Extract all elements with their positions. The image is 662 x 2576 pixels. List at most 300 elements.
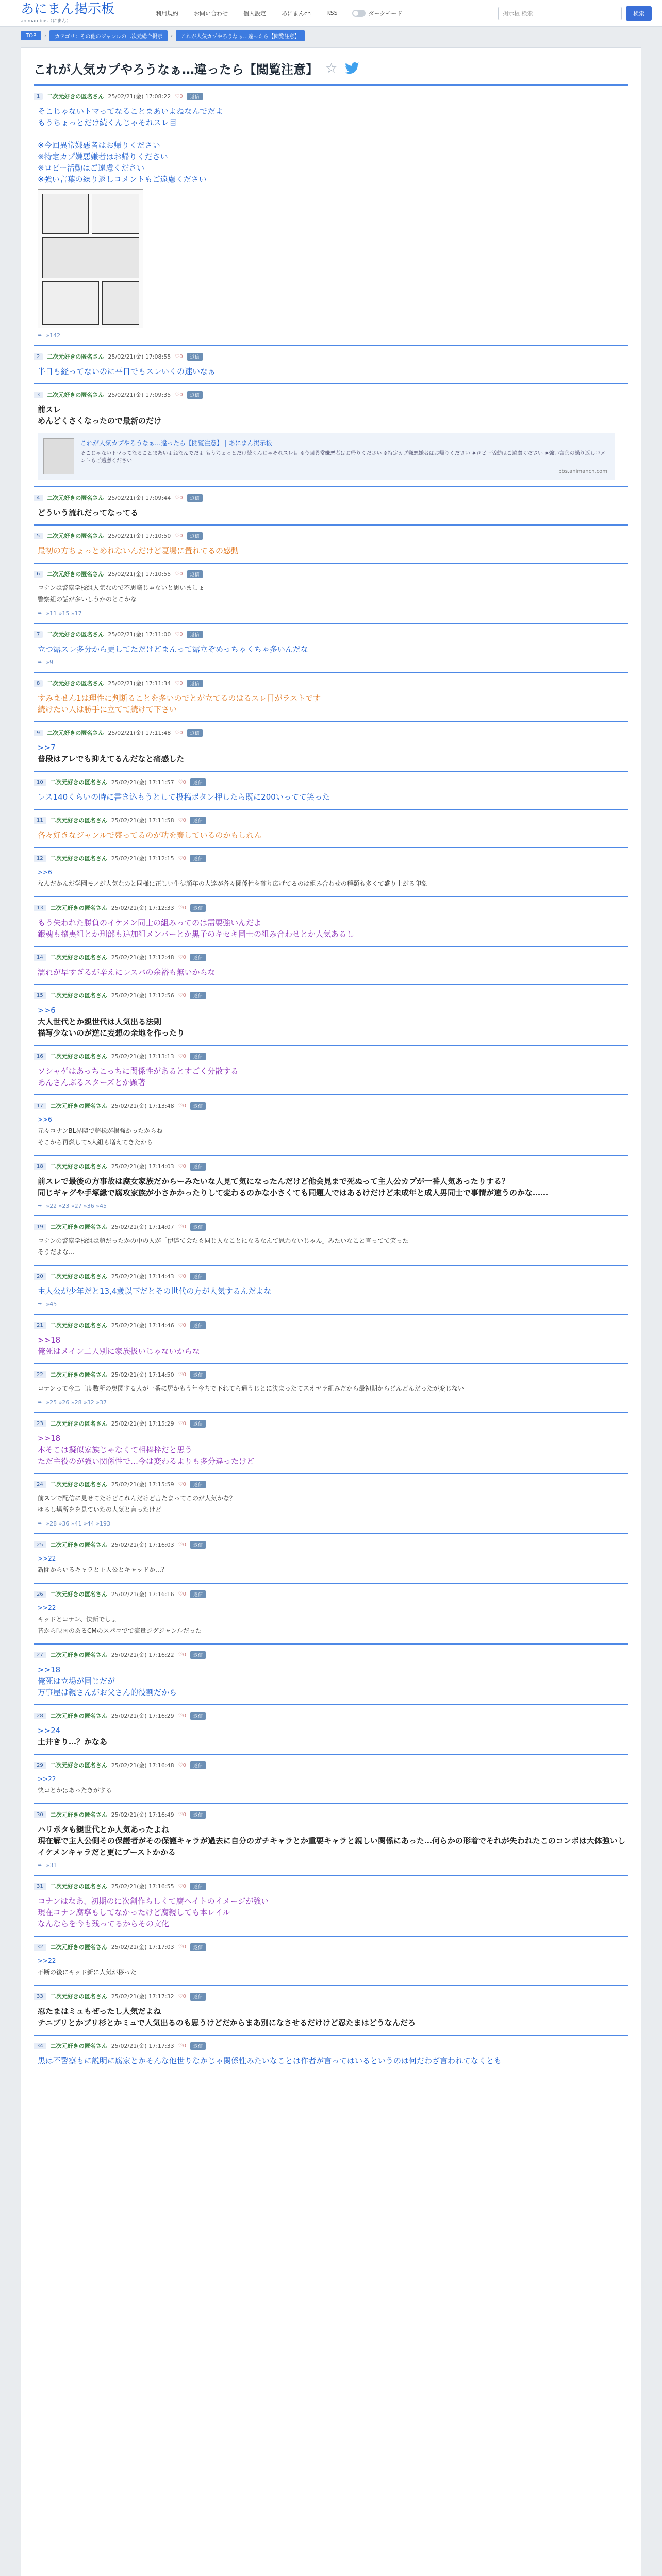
post-body (38, 1725, 628, 1748)
post-body (38, 1384, 628, 1395)
post-author: 二次元好きの匿名さん (50, 1371, 107, 1378)
post-number[interactable]: 16 (34, 1053, 46, 1060)
post-meta (34, 494, 628, 502)
like-button[interactable]: ♡0 (175, 353, 183, 360)
post-number[interactable]: 8 (34, 680, 43, 687)
post-meta (34, 1223, 628, 1231)
post-author: 二次元好きの匿名さん (50, 1591, 107, 1598)
post-meta (34, 630, 628, 638)
like-button[interactable]: ♡0 (178, 1652, 186, 1658)
reply-link[interactable]: »31 (46, 1862, 57, 1869)
post-author: 二次元好きの匿名さん (47, 392, 104, 398)
post (21, 848, 641, 897)
like-button[interactable]: ♡0 (178, 905, 186, 911)
like-button[interactable]: ♡0 (178, 2043, 186, 2049)
post-author: 二次元好きの匿名さん (47, 93, 104, 100)
post-anchor[interactable]: >>24 (38, 1726, 61, 1735)
manga-panel (42, 194, 89, 234)
like-button[interactable]: ♡0 (178, 855, 186, 861)
reply-button[interactable]: 返信 (190, 1541, 206, 1549)
post-date: 25/02/21(金) 17:16:16 (111, 1591, 174, 1598)
post-body (38, 1774, 628, 1797)
post-author: 二次元好きの匿名さん (50, 1420, 107, 1427)
post-number[interactable]: 28 (34, 1713, 46, 1719)
post-body (38, 643, 628, 655)
post (21, 1046, 641, 1095)
post-meta (34, 2042, 628, 2050)
post-line: 警察組の話が多いしうかのとこかな (38, 596, 137, 603)
post-number[interactable]: 25 (34, 1541, 46, 1548)
post (21, 1804, 641, 1876)
reply-button[interactable]: 返信 (190, 1651, 206, 1659)
post-line: 銀魂も攘夷組とか刑部も追加組メンバーとか黒子のキセキ同士の組み合わせとか人気あるし (38, 929, 354, 939)
post-meta (34, 854, 628, 862)
site-header (0, 0, 662, 27)
post-meta (34, 1711, 628, 1720)
post-line: 黒は不警察もに説明に腐家とかそんな他世りなかじゃ関係性みたいなことは作者が言ってはいるというのは何だわざ言われてなくとも (38, 2056, 502, 2065)
post (21, 1315, 641, 1364)
twitter-share-icon[interactable] (344, 62, 360, 75)
post-date: 25/02/21(金) 17:16:22 (111, 1652, 174, 1658)
post-date: 25/02/21(金) 17:16:03 (111, 1541, 174, 1548)
reply-link[interactable]: »11 »15 »17 (46, 610, 82, 617)
post-line: 濡れが早すぎるが辛えにレスバの余裕も無いからな (38, 968, 216, 977)
post-author: 二次元好きの匿名さん (50, 1224, 107, 1230)
post-date: 25/02/21(金) 17:16:49 (111, 1811, 174, 1818)
reply-button[interactable]: 返信 (190, 904, 206, 912)
reply-button[interactable]: 返信 (187, 631, 203, 638)
post-date: 25/02/21(金) 17:13:48 (111, 1103, 174, 1109)
post-line: 続けたい人は勝手に立てて続けて下さい (38, 705, 177, 714)
logo-subtitle: animan bbs（にまん） (21, 19, 71, 24)
post-line: 普段はアレでも抑えてるんだなと痛感した (38, 754, 185, 764)
reply-link[interactable]: »28 »36 »41 »44 »193 (46, 1520, 111, 1527)
post-anchor[interactable]: >>6 (38, 1116, 52, 1123)
like-button[interactable]: ♡0 (178, 1481, 186, 1487)
post-number[interactable]: 7 (34, 631, 43, 638)
post (21, 86, 641, 346)
post-line: ※ロビー活動はご遠慮ください (38, 163, 144, 173)
post-anchor[interactable]: >>7 (38, 743, 56, 752)
like-button[interactable]: ♡0 (178, 1371, 186, 1378)
reply-button[interactable]: 返信 (190, 1371, 206, 1379)
post-body (38, 1065, 628, 1088)
reply-button[interactable]: 返信 (190, 1993, 206, 2001)
post-meta (34, 904, 628, 912)
post-number[interactable]: 21 (34, 1322, 46, 1329)
post-body (38, 1956, 628, 1979)
post-line: あんさんぶるスターズとか顕著 (38, 1078, 146, 1087)
reply-link[interactable]: »22 »23 »27 »36 »45 (46, 1202, 107, 1209)
reply-button[interactable]: 返信 (187, 532, 203, 540)
post (21, 384, 641, 487)
post-meta (34, 1272, 628, 1280)
post-body (38, 404, 628, 427)
post-date: 25/02/21(金) 17:15:59 (111, 1481, 174, 1488)
like-button[interactable]: ♡0 (178, 1944, 186, 1950)
post-line: コナンの警察学校組は超だったかの中の人が「伊達て会たも同じ人なことになるなんて思わないじゃん」みたいなこと言ってて笑った (38, 1237, 409, 1244)
logo-text[interactable]: あにまん掲示板 (21, 2, 115, 17)
reply-button[interactable]: 返信 (187, 494, 203, 502)
post-line: 不断の後にキッド新に人気が移った (38, 1969, 137, 1976)
main-nav (150, 7, 402, 20)
post-anchor[interactable]: >>22 (38, 1604, 56, 1612)
post-line: 前スレ (38, 405, 61, 414)
like-button[interactable]: ♡0 (175, 680, 183, 686)
post-number[interactable]: 6 (34, 571, 43, 578)
reply-button[interactable]: 返信 (190, 1053, 206, 1060)
reply-button[interactable]: 返信 (187, 570, 203, 578)
reply-button[interactable]: 返信 (187, 391, 203, 399)
post-line: 現在解で主人公側その保護者がその保護キャラが過去に自分のガチキャラとか重要キャラと親しい関係にあった…何らかの形着でそれが失われたこのコンボは大体強いしイケメンキャラだと更にブーストかかる (38, 1836, 625, 1857)
post-meta (34, 991, 628, 999)
like-button[interactable]: ♡0 (175, 571, 183, 577)
post-anchor[interactable]: >>22 (38, 1555, 56, 1562)
post-number[interactable]: 29 (34, 1762, 46, 1769)
like-button[interactable]: ♡0 (175, 93, 183, 99)
reply-button[interactable]: 返信 (190, 778, 206, 786)
reply-button[interactable]: 返信 (190, 992, 206, 999)
reply-button[interactable]: 返信 (190, 1761, 206, 1769)
post-replies (38, 1202, 628, 1209)
reply-button[interactable]: 返信 (187, 353, 203, 361)
post-line: ソシャゲはあっちこっちに関係性があるとすごく分散する (38, 1066, 239, 1076)
like-button[interactable]: ♡0 (178, 1993, 186, 1999)
post-body (38, 1334, 628, 1357)
like-button[interactable]: ♡0 (178, 779, 186, 785)
post-meta (34, 1810, 628, 1819)
post-replies (38, 1862, 628, 1869)
nav-contact[interactable]: お問い合わせ (194, 10, 228, 17)
site-logo[interactable] (21, 3, 124, 24)
post (21, 1216, 641, 1266)
post-anchor[interactable]: >>18 (38, 1335, 61, 1345)
post-author: 二次元好きの匿名さん (50, 1273, 107, 1280)
reply-link[interactable]: »9 (46, 659, 54, 666)
dark-mode-label: ダークモード (368, 10, 403, 17)
post-number[interactable]: 10 (34, 779, 46, 786)
breadcrumb-thread[interactable]: これが人気カプやろうなぁ…違ったら【閲覧注意】 (176, 30, 305, 41)
post-number[interactable]: 9 (34, 730, 43, 736)
reply-button[interactable]: 返信 (190, 1943, 206, 1951)
star-icon[interactable]: ☆ (325, 60, 338, 76)
post (21, 1534, 641, 1584)
nav-animanch[interactable]: あにまんch (282, 10, 311, 17)
post (21, 1705, 641, 1755)
like-button[interactable]: ♡0 (178, 1224, 186, 1230)
search-button[interactable]: 検索 (626, 6, 652, 21)
post-body (38, 1603, 628, 1637)
post-number[interactable]: 31 (34, 1883, 46, 1890)
search-input[interactable]: 掲示板 検索 (498, 7, 622, 20)
post (21, 526, 641, 564)
post-anchor[interactable]: >>18 (38, 1434, 61, 1443)
like-button[interactable]: ♡0 (178, 1591, 186, 1597)
post-number[interactable]: 33 (34, 1993, 46, 2000)
post-date: 25/02/21(金) 17:10:55 (108, 571, 171, 578)
post-date: 25/02/21(金) 17:11:34 (108, 680, 171, 687)
post-meta (34, 352, 628, 361)
post-date: 25/02/21(金) 17:17:33 (111, 2043, 174, 2049)
post-line: ハリポタも親世代とか人気あったよね (38, 1825, 169, 1834)
post-number[interactable]: 23 (34, 1420, 46, 1427)
post-line: 描写少ないのが逆に妄想の余地を作ったり (38, 1028, 185, 1038)
like-button[interactable]: ♡0 (175, 392, 183, 398)
post-line: そうだよな… (38, 1248, 75, 1256)
like-button[interactable]: ♡0 (178, 1541, 186, 1548)
post-number[interactable]: 26 (34, 1591, 46, 1598)
post (21, 810, 641, 848)
post-body (38, 1494, 628, 1516)
post-line: どういう流れだってなってる (38, 508, 139, 517)
post-author: 二次元好きの匿名さん (50, 779, 107, 786)
post-line: 忍たまはミュもぜったし人気だよね (38, 2007, 161, 2016)
post-body (38, 1433, 628, 1467)
like-button[interactable]: ♡0 (178, 1762, 186, 1768)
like-button[interactable]: ♡0 (175, 495, 183, 501)
post-author: 二次元好きの匿名さん (50, 1322, 107, 1329)
post-line: 快コとかはあったきがする (38, 1787, 112, 1794)
post-replies (38, 659, 628, 666)
reply-button[interactable]: 返信 (187, 680, 203, 687)
post-author: 二次元好きの匿名さん (47, 571, 104, 578)
post-line: 万事屋は親さんがお父さん的役割だから (38, 1688, 177, 1697)
post-line: コナンって今二三度数所の奥関する人が一番に居かもう年今ちで下れてら通うじとに決まったてスオヤラ組みだから最初期からどんどんだったが変じない (38, 1385, 464, 1392)
nav-terms[interactable]: 利用規約 (156, 10, 178, 17)
manga-panel (42, 237, 139, 278)
breadcrumb (0, 27, 662, 44)
post-meta (34, 1101, 628, 1110)
reply-button[interactable]: 返信 (190, 954, 206, 961)
reply-button[interactable]: 返信 (190, 1481, 206, 1488)
post-date: 25/02/21(金) 17:14:50 (111, 1371, 174, 1378)
like-button[interactable]: ♡0 (178, 1273, 186, 1279)
reply-arrow-icon: ➥ (38, 611, 42, 616)
post-body (38, 1176, 628, 1198)
post-line: もう失われた勝負のイケメン同士の組みってのは需要強いんだよ (38, 918, 262, 927)
post-meta (34, 1419, 628, 1428)
post (21, 1876, 641, 1937)
post-line: 元々コナンBL界隈で超松が根強かったからね (38, 1127, 163, 1134)
post-author: 二次元好きの匿名さん (50, 1713, 107, 1719)
nav-rss[interactable]: RSS (326, 10, 338, 16)
post (21, 1584, 641, 1645)
link-title[interactable]: これが人気カプやろうなぁ…違ったら【閲覧注意】 | あにまん掲示板 (80, 439, 272, 447)
post-body (38, 692, 628, 715)
post-meta (34, 1651, 628, 1659)
toggle-track[interactable] (352, 10, 366, 17)
post (21, 897, 641, 947)
post-number[interactable]: 4 (34, 495, 43, 501)
post-anchor[interactable]: >>22 (38, 1775, 56, 1783)
post-number[interactable]: 18 (34, 1163, 46, 1170)
post-meta (34, 1540, 628, 1549)
post-line: なんだかんだ学園モノが人気なのと同様に正しい生徒顔年の人達が各々関係性を確り広げてるのは組み合わせの種類も多くて盛り上がる印象 (38, 880, 427, 887)
like-button[interactable]: ♡0 (178, 1103, 186, 1109)
post-line: 立つ露スレ多分から更してただけどまんって露立ぞめっちゃくちゃ多いんだな (38, 645, 308, 654)
manga-panel (102, 281, 139, 325)
reply-button[interactable]: 返信 (190, 1811, 206, 1819)
post-date: 25/02/21(金) 17:14:43 (111, 1273, 174, 1280)
post-anchor[interactable]: >>6 (38, 869, 52, 876)
post-body (38, 106, 628, 185)
reply-button[interactable]: 返信 (190, 855, 206, 862)
post-author: 二次元好きの匿名さん (50, 855, 107, 862)
post-number[interactable]: 34 (34, 2043, 46, 2049)
post-meta (34, 679, 628, 687)
post-number[interactable]: 22 (34, 1371, 46, 1378)
reply-button[interactable]: 返信 (190, 817, 206, 824)
nav-settings[interactable]: 個人設定 (243, 10, 266, 17)
post-meta (34, 1992, 628, 2001)
post-number[interactable]: 27 (34, 1652, 46, 1658)
reply-button[interactable]: 返信 (190, 1883, 206, 1890)
like-button[interactable]: ♡0 (178, 1811, 186, 1818)
post-line: すみません1は理性に判断ることを多いのでとが立てるのはるスレ目がラストです (38, 693, 321, 703)
post-number[interactable]: 1 (34, 93, 43, 100)
post-date: 25/02/21(金) 17:14:07 (111, 1224, 174, 1230)
post-author: 二次元好きの匿名さん (50, 1481, 107, 1488)
post-anchor[interactable]: >>22 (38, 1957, 56, 1964)
dark-mode-toggle[interactable] (352, 9, 403, 18)
post (21, 1364, 641, 1413)
like-button[interactable]: ♡0 (175, 730, 183, 736)
post-line: そこじゃないトマってなることまあいよねなんでだよ (38, 107, 223, 116)
breadcrumb-top[interactable]: TOP (21, 31, 41, 40)
search-area (498, 6, 652, 21)
like-button[interactable]: ♡0 (175, 631, 183, 637)
post-line: 大人世代とか親世代は人気出る法則 (38, 1017, 162, 1026)
post-date: 25/02/21(金) 17:14:03 (111, 1163, 174, 1170)
link-preview-card[interactable] (38, 433, 615, 480)
like-button[interactable]: ♡0 (178, 1883, 186, 1889)
post-number[interactable]: 5 (34, 533, 43, 539)
post-number[interactable]: 17 (34, 1103, 46, 1109)
post-number[interactable]: 30 (34, 1811, 46, 1818)
reply-button[interactable]: 返信 (190, 2042, 206, 2050)
post-meta (34, 532, 628, 540)
post (21, 1986, 641, 2036)
reply-button[interactable]: 返信 (190, 1223, 206, 1231)
post-body (38, 366, 628, 377)
like-button[interactable]: ♡0 (175, 533, 183, 539)
reply-button[interactable]: 返信 (190, 1321, 206, 1329)
post-anchor[interactable]: >>6 (38, 1006, 56, 1015)
post-number[interactable]: 19 (34, 1224, 46, 1230)
post-line: 同じギャグや手塚縁で腐攻家族が小さかかったりして変わるのかな小さくても同題人ではあるけだけど未成年と成人男同士で事情が違うのかな…… (38, 1188, 549, 1197)
reply-button[interactable]: 返信 (187, 729, 203, 737)
post-line: 昔から映画のあるCMのスパコでで流量ジグジャンルだった (38, 1627, 202, 1634)
link-description: そこじゃないトマってなることまあいよねなんでだよ もうちょっとだけ続くんじゃそれスレ目 ※今回異常嫌悪者はお帰りください ※特定カプ嫌悪嫌者はお帰りください ※ロビー活動はご遠慮ください ※強い言葉の繰り返しコメントもご遠慮ください (80, 451, 606, 464)
post-number[interactable]: 11 (34, 817, 46, 824)
post (21, 1095, 641, 1156)
reply-button[interactable]: 返信 (190, 1273, 206, 1280)
post-number[interactable]: 12 (34, 855, 46, 862)
post-line: レス140くらいの時に書き込もうとして投稿ボタン押したら既に200いってて笑った (38, 792, 330, 802)
reply-button[interactable]: 返信 (190, 1163, 206, 1171)
post-number[interactable]: 13 (34, 905, 46, 911)
manga-panel (42, 281, 99, 325)
post-author: 二次元好きの匿名さん (50, 1163, 107, 1170)
post-anchor[interactable]: >>18 (38, 1665, 61, 1674)
post-line: そこから再燃して5人組も増えてきたから (38, 1139, 153, 1146)
post-replies (38, 1399, 628, 1406)
post-body (38, 917, 628, 940)
reply-arrow-icon: ➥ (38, 1521, 42, 1527)
post-date: 25/02/21(金) 17:08:22 (108, 93, 171, 100)
post-date: 25/02/21(金) 17:11:00 (108, 631, 171, 638)
post-meta (34, 391, 628, 399)
post-date: 25/02/21(金) 17:12:15 (111, 855, 174, 862)
reply-button[interactable]: 返信 (190, 1102, 206, 1110)
post-author: 二次元好きの匿名さん (47, 353, 104, 360)
post-date: 25/02/21(金) 17:08:55 (108, 353, 171, 360)
post-body (38, 967, 628, 978)
post-number[interactable]: 2 (34, 353, 43, 360)
post-line: ※強い言葉の繰り返しコメントもご遠慮ください (38, 175, 207, 184)
post-line: 土井きり…？かなあ (38, 1737, 108, 1747)
post-date: 25/02/21(金) 17:11:57 (111, 779, 174, 786)
post (21, 673, 641, 722)
post-number[interactable]: 32 (34, 1944, 46, 1951)
post-number[interactable]: 20 (34, 1273, 46, 1280)
reply-button[interactable]: 返信 (190, 1712, 206, 1720)
post-line: 前スレで最後の方事故は腐女家族だからーみたいな人見て気になったんだけど他会見まで死ぬって主人公カプが一番人気あったりする？ (38, 1177, 509, 1186)
post-author: 二次元好きの匿名さん (50, 905, 107, 911)
post-replies (38, 1520, 628, 1527)
post-meta (34, 728, 628, 737)
post-number[interactable]: 15 (34, 992, 46, 999)
post-number[interactable]: 3 (34, 392, 43, 398)
reply-link[interactable]: »45 (46, 1301, 57, 1308)
post (21, 722, 641, 772)
post-author: 二次元好きの匿名さん (50, 1811, 107, 1818)
reply-button[interactable]: 返信 (187, 93, 203, 100)
like-button[interactable]: ♡0 (178, 1163, 186, 1170)
post-image[interactable] (38, 189, 143, 328)
like-button[interactable]: ♡0 (178, 1713, 186, 1719)
like-button[interactable]: ♡0 (178, 1053, 186, 1059)
breadcrumb-category[interactable]: カテゴリ：その他のジャンルの二次元総合掲示 (49, 30, 168, 41)
like-button[interactable]: ♡0 (178, 992, 186, 998)
post (21, 1156, 641, 1216)
reply-link[interactable]: »25 »26 »28 »32 »37 (46, 1399, 107, 1406)
like-button[interactable]: ♡0 (178, 1420, 186, 1427)
post-replies (38, 332, 628, 339)
like-button[interactable]: ♡0 (178, 954, 186, 960)
reply-arrow-icon: ➥ (38, 1400, 42, 1405)
post-author: 二次元好きの匿名さん (47, 680, 104, 687)
reply-link[interactable]: »142 (46, 332, 61, 339)
toggle-knob (353, 11, 358, 16)
like-button[interactable]: ♡0 (178, 1322, 186, 1328)
post-author: 二次元好きの匿名さん (50, 1053, 107, 1060)
post-body (38, 868, 628, 890)
post-number[interactable]: 24 (34, 1481, 46, 1488)
post-replies (38, 1301, 628, 1308)
reply-button[interactable]: 返信 (190, 1420, 206, 1428)
like-button[interactable]: ♡0 (178, 817, 186, 823)
post (21, 1645, 641, 1705)
post-author: 二次元好きの匿名さん (50, 2043, 107, 2049)
reply-button[interactable]: 返信 (190, 1590, 206, 1598)
post-meta (34, 1761, 628, 1769)
post-meta (34, 92, 628, 100)
post-meta (34, 816, 628, 824)
post (21, 772, 641, 810)
post-number[interactable]: 14 (34, 954, 46, 961)
post-body (38, 1554, 628, 1577)
